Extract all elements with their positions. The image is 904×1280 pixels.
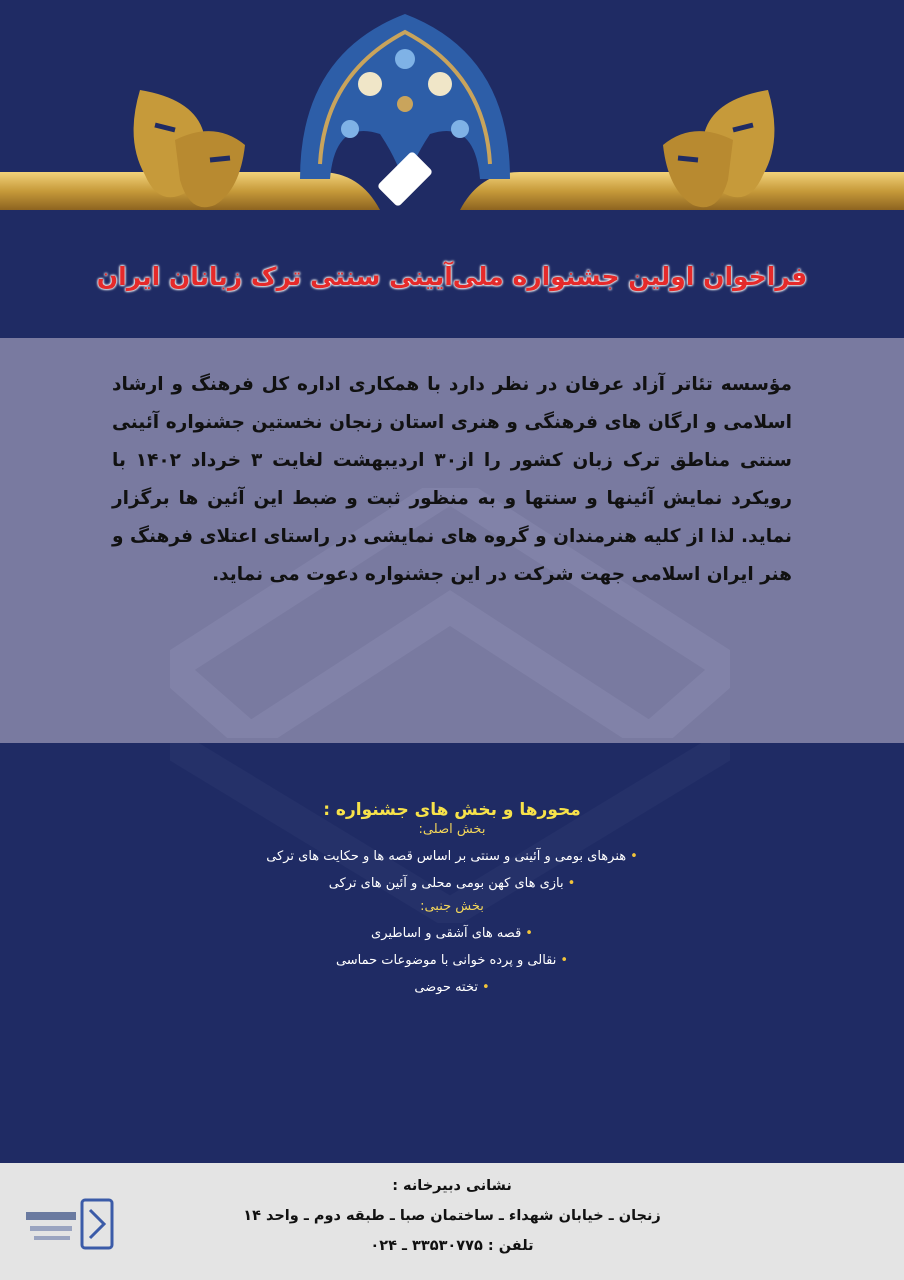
sections-title: محورها و بخش های جشنواره : [323, 800, 581, 820]
phone: تلفن : ۳۳۵۳۰۷۷۵ ـ ۰۲۴ [370, 1238, 534, 1254]
main-section-label: بخش اصلی: [418, 822, 486, 837]
list-item: •تخته حوضی [414, 980, 490, 995]
bullet-icon: • [630, 849, 638, 864]
address: زنجان ـ خیابان شهداء ـ ساختمان صبا ـ طبقه دوم ـ واحد ۱۴ [243, 1208, 661, 1224]
page-title: فراخوان اولین جشنواره ملی‌آیینی سنتی ترک زبانان ایران [96, 262, 808, 291]
bullet-icon: • [525, 926, 533, 941]
address-label: نشانی دبیرخانه : [392, 1178, 512, 1194]
intro-paragraph: مؤسسه تئاتر آزاد عرفان در نظر دارد با همکاری اداره کل فرهنگ و ارشاد اسلامی و ارگان های فرهنگی و هنری استان زنجان نخستین جشنواره آئینی سنتی مناطق ترک زبان کشور را از۳۰ اردیبهشت لغایت ۳ خرداد ۱۴۰۲ با رویکرد نمایش آئینها و سنتها و به منظور ثبت و ضبط این آئین ها برگزار نماید. لذا از کلیه هنرمندان و گروه های نمایشی در راستای اعتلای فرهنگ و هنر ایران اسلامی جهت شرکت در این جشنواره دعوت می نماید. [112, 374, 792, 585]
bullet-icon: • [567, 876, 576, 891]
side-section-label: بخش جنبی: [420, 899, 484, 914]
ornament-arch [290, 14, 520, 214]
bullet-icon: • [482, 980, 490, 995]
footer [0, 1163, 904, 1280]
list-item: •بازی های کهن بومی محلی و آئین های ترکی [328, 876, 576, 891]
festival-sections [0, 800, 904, 1001]
theatre-mask-right [648, 80, 788, 220]
list-item: •هنرهای بومی و آئینی و سنتی بر اساس قصه ها و حکایت های ترکی [266, 849, 638, 864]
iran-theater-logo [20, 1192, 132, 1256]
header [0, 0, 904, 338]
intro-panel [0, 338, 904, 743]
list-item: •قصه های آشقی و اساطیری [371, 926, 533, 941]
theatre-mask-left [120, 80, 260, 220]
list-item: •نقالی و پرده خوانی با موضوعات حماسی [335, 953, 569, 968]
bullet-icon: • [560, 953, 569, 968]
